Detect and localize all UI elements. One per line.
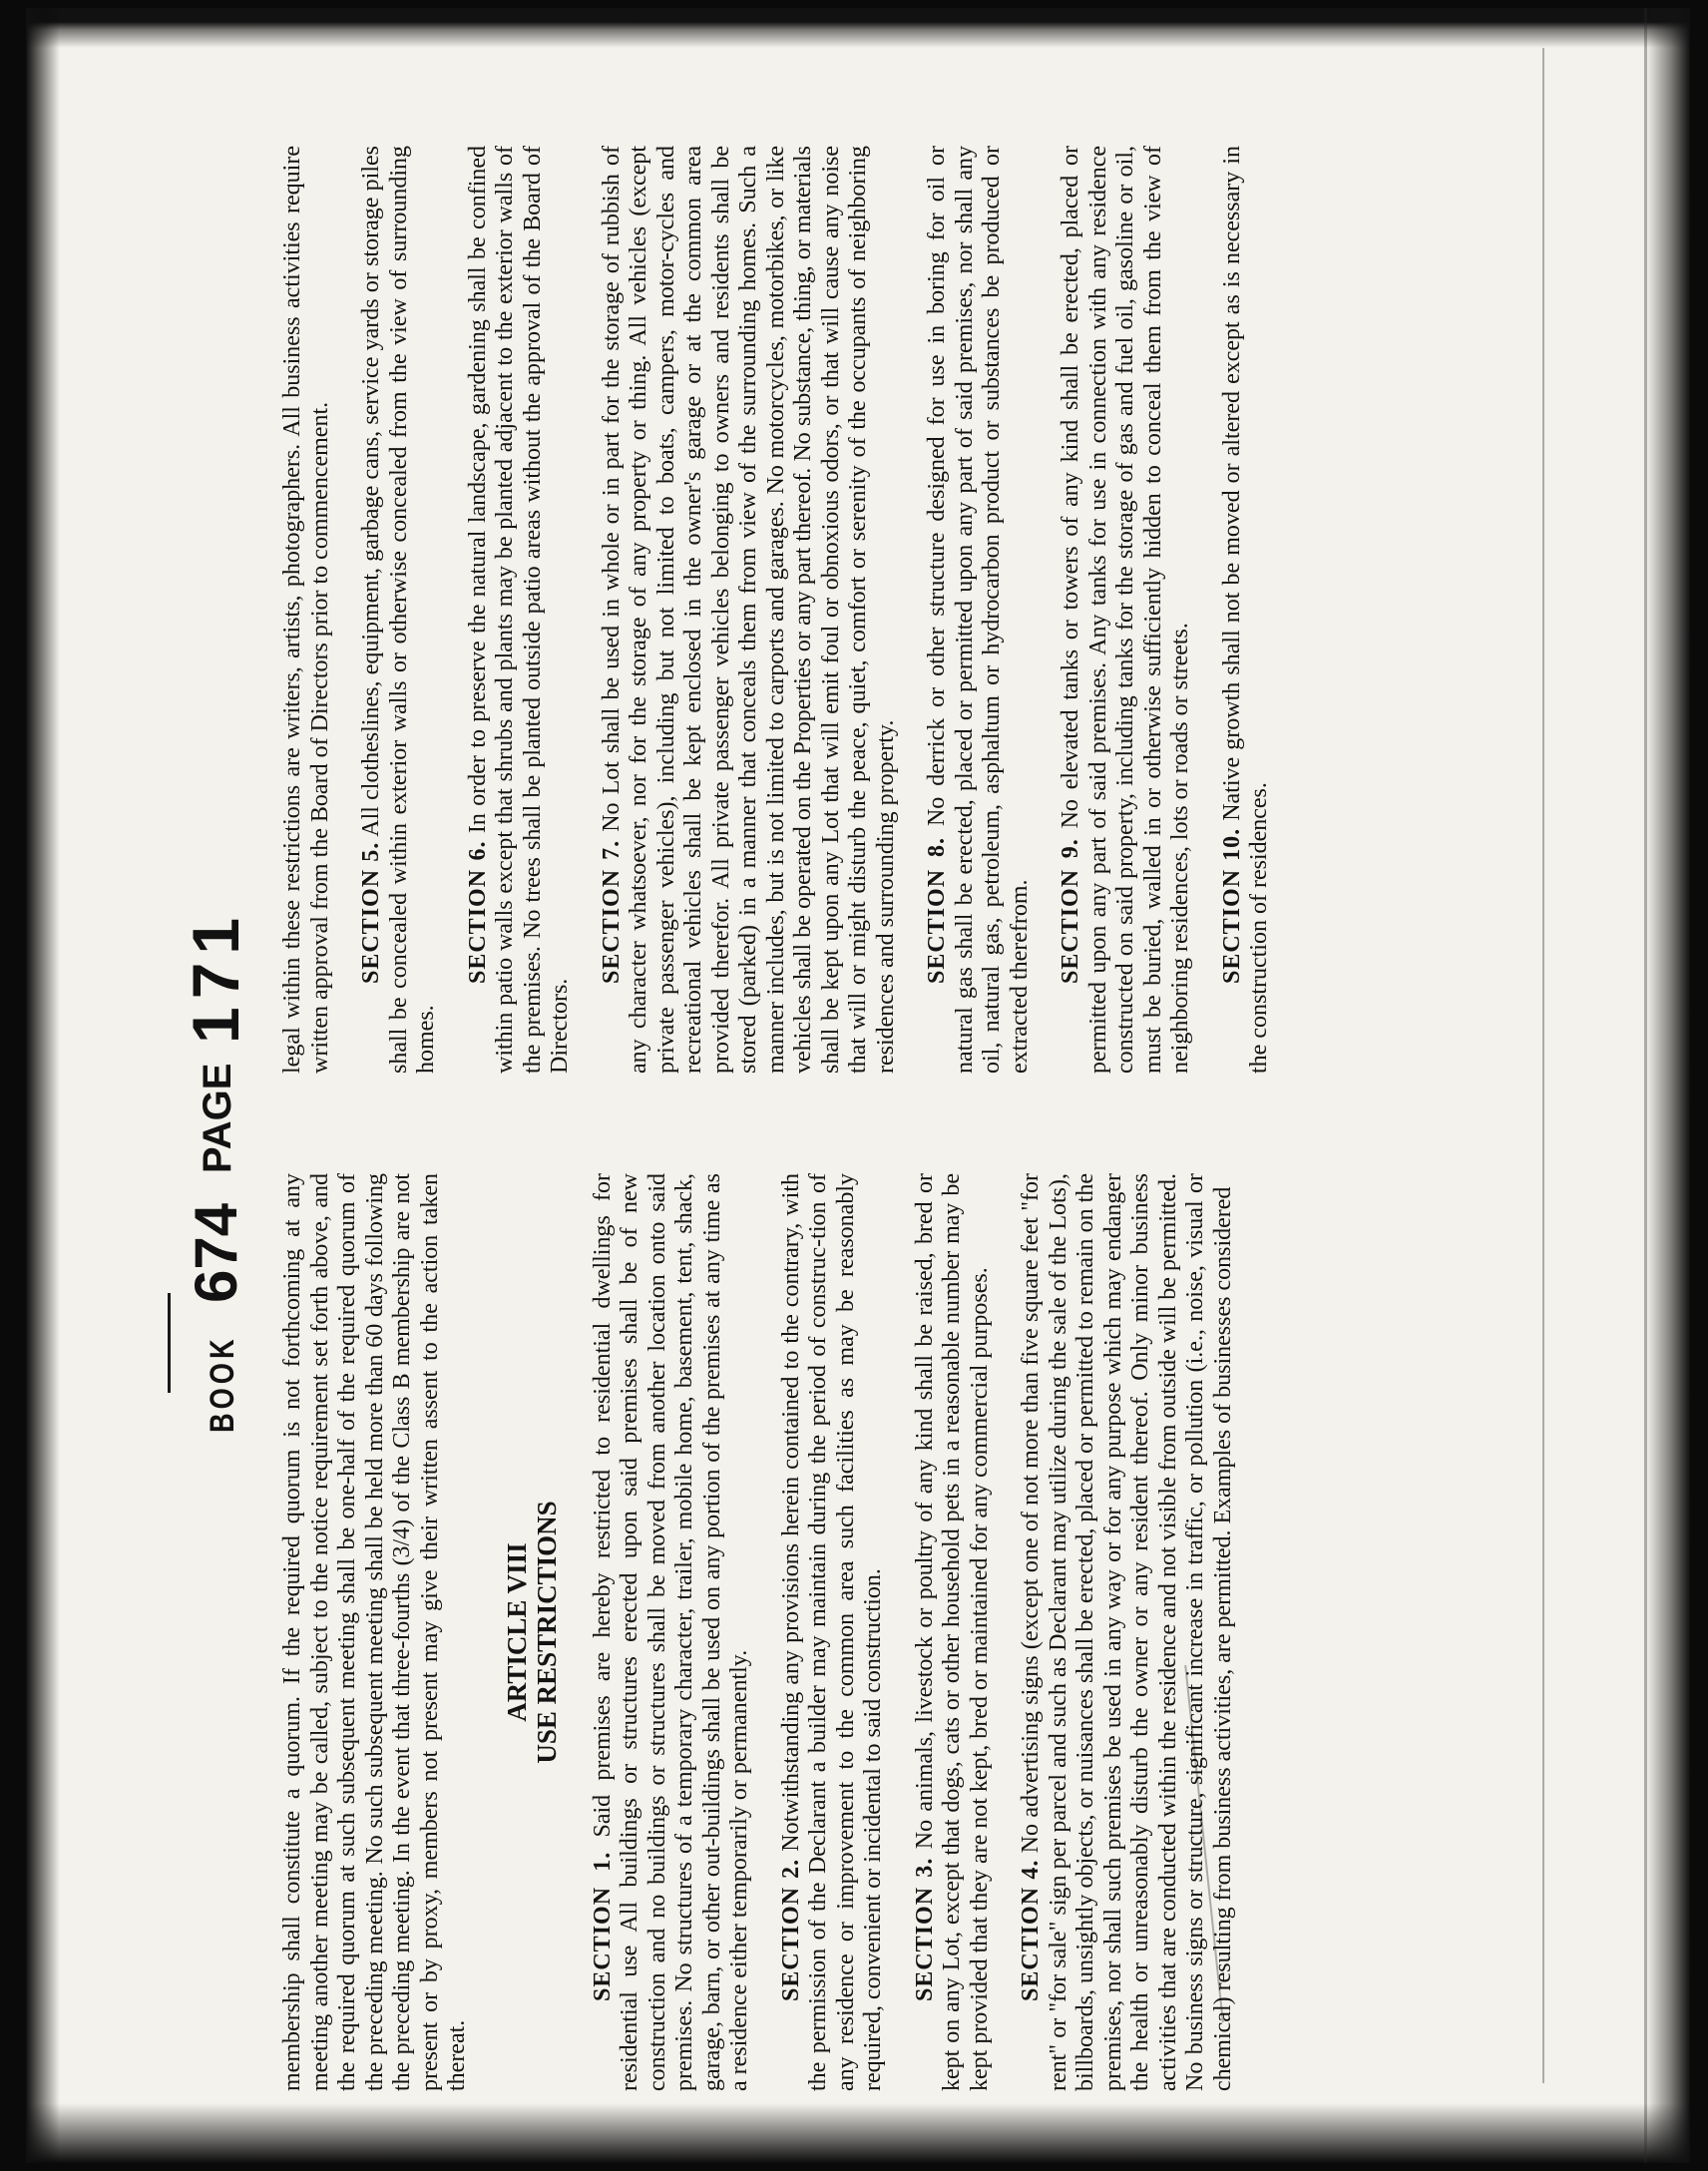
section-label: SECTION 7. [598, 839, 625, 984]
scan-edge-right [1646, 8, 1690, 2163]
book-label: BOOK [204, 1335, 241, 1433]
page-label: PAGE [196, 1063, 239, 1173]
header-rule [168, 1293, 171, 1393]
section-label: SECTION 4. [1018, 1859, 1044, 2001]
right-column [279, 146, 1274, 1074]
section-label: SECTION 10. [1218, 827, 1245, 984]
section-paragraph [599, 146, 901, 1074]
section-paragraph [1058, 146, 1195, 1074]
continued-paragraph: legal within these restrictions are writers, artists, photographers. All business activities require written approval from the Board of Directors prior to commencement. [279, 146, 333, 1074]
section-label: SECTION 8. [924, 837, 950, 984]
section-label: SECTION 9. [1058, 838, 1083, 984]
scan-edge-left [26, 8, 60, 2163]
document-body [160, 116, 1546, 2091]
section-text: No derrick or other structure designed for use in boring for oil or natural gas shall be erected, placed or permitted upon any part of said premises, nor shall any oil, natural gas, petroleum, asphaltum or hydrocarbon product or substances be produced or extracted therefrom. [924, 146, 1033, 1074]
section-label: SECTION 1. [589, 1851, 616, 2001]
section-text: No animals, livestock or poultry of any kind shall be raised, bred or kept on any Lot, except that dogs, cats or other household pets in a reasonable number may be kept provided that they are not kept, bred or maintained for any commercial purposes. [911, 1172, 993, 2091]
section-text: In order to preserve the natural landscape, gardening shall be confined within patio walls except that shrubs and plants may be planted adjacent to the exterior walls of the premises. No trees shall be planted outside patio areas without the approval of the Board of Directors. [464, 145, 573, 1074]
section-text: All clotheslines, equipment, garbage cans, service yards or storage piles shall be concealed within exterior walls or otherwise concealed from the view of surrounding homes. [358, 146, 439, 1074]
section-label: SECTION 6. [464, 840, 491, 984]
section-paragraph [590, 1173, 754, 2091]
section-label: SECTION 2. [777, 1858, 804, 2001]
section-paragraph [924, 146, 1034, 1074]
section-text: No advertising signs (except one of not more than five square feet "for rent" or "for sale" sign per parcel and such as Declarant may utilize during the sale of the Lots), billboards, unsightly objects, or nuisances shall be erected, placed or permitted to remain on the premises, nor shall such premises be used in any way or for any purpose which may endanger the health or unreasonably disturb the owner or any resident thereof. Only minor business activities that are conducted within the residence and not visible from outside will be permitted. No business signs or structure, significant increase in traffic, or pollution (i.e., noise, visual or chemical) resulting from business activities, are permitted. Examples of businesses considered [1018, 1173, 1236, 2091]
book-number: 674 [183, 1202, 249, 1303]
section-paragraph [1018, 1173, 1237, 2091]
article-title: ARTICLE VIII [501, 1542, 532, 1722]
section-text: No Lot shall be used in whole or in part for the storage of rubbish of any character whatsoever, nor for the storage of any property or thing. All vehicles (except private passenger vehicles), including but not limited to boats, campers, motor-cycles and recreational vehicles shall be kept enclosed in the owner's garage or at the common area provided therefor. All private passenger vehicles belonging to owners and residents shall be stored (parked) in a manner that conceals them from view of the surrounding homes. Such a manner includes, but is not limited to carports and garages. No motorcycles, motorbikes, or like vehicles shall be operated on the Properties or any part thereof. No substance, thing, or materials shall be kept upon any Lot that will emit foul or obnoxious odors, or that will cause any noise that will or might disturb the peace, quiet, comfort or serenity of the occupants of neighboring residences and surrounding property. [598, 146, 899, 1074]
section-label: SECTION 3. [911, 1857, 938, 2001]
section-text: Notwithstanding any provisions herein contained to the contrary, with the permission of the Declarant a builder may maintain during the period of construc-tion of any residence or improvement to the common area such facilities as may be reasonably required, convenient or incidental to said construction. [777, 1172, 886, 2091]
section-paragraph [778, 1173, 888, 2091]
section-text: Said premises are hereby restricted to residential dwellings for residential use All buildings or structures erected upon said premises shall be of new construction and no buildings or structures shall be moved from another location onto said premises. No structures of a temporary character, trailer, mobile home, basement, tent, shack, garage, barn, or other out-buildings shall be used on any portion of the premises at any time as a residence either temporarily or permanently. [589, 1173, 752, 2091]
section-paragraph [912, 1173, 995, 2091]
left-column [279, 1173, 1237, 2091]
section-paragraph [465, 146, 575, 1074]
scan-edge-bottom [26, 2103, 1690, 2163]
continued-paragraph: membership shall constitute a quorum. If the required quorum is not forthcoming at any meeting another meeting may be called, subject to the notice requirement set forth above, and the required quorum at such subsequent meeting shall be one-half of the required quorum of the preceding meeting. No such subsequent meeting shall be held more than 60 days following the preceding meeting. In the event that three-fourths (3/4) of the Class B membership are not present or by proxy, members not present may give their written assent to the action taken thereat. [279, 1173, 470, 2091]
article-heading [502, 1173, 562, 2091]
recording-header [160, 116, 279, 2091]
article-subtitle: USE RESTRICTIONS [531, 1501, 562, 1764]
section-paragraph [358, 146, 441, 1074]
scan-edge-top [26, 8, 1690, 48]
section-text: No elevated tanks or towers of any kind shall be erected, placed or permitted upon any part of said premises. Any tanks for use in connection with any residence constructed on said property, including tanks for the storage of gas and fuel oil, gasoline or oil, must be buried, walled in or otherwise sufficiently hidden to conceal them from the view of neighboring residences, lots or roads or streets. [1058, 146, 1193, 1074]
section-paragraph [1219, 146, 1274, 1074]
page-number: 171 [179, 909, 252, 1044]
section-label: SECTION 5. [358, 841, 384, 984]
section-text: Native growth shall not be moved or altered except as is necessary in the construction of residences. [1218, 146, 1272, 1074]
scan-scratch [1644, 8, 1647, 2163]
